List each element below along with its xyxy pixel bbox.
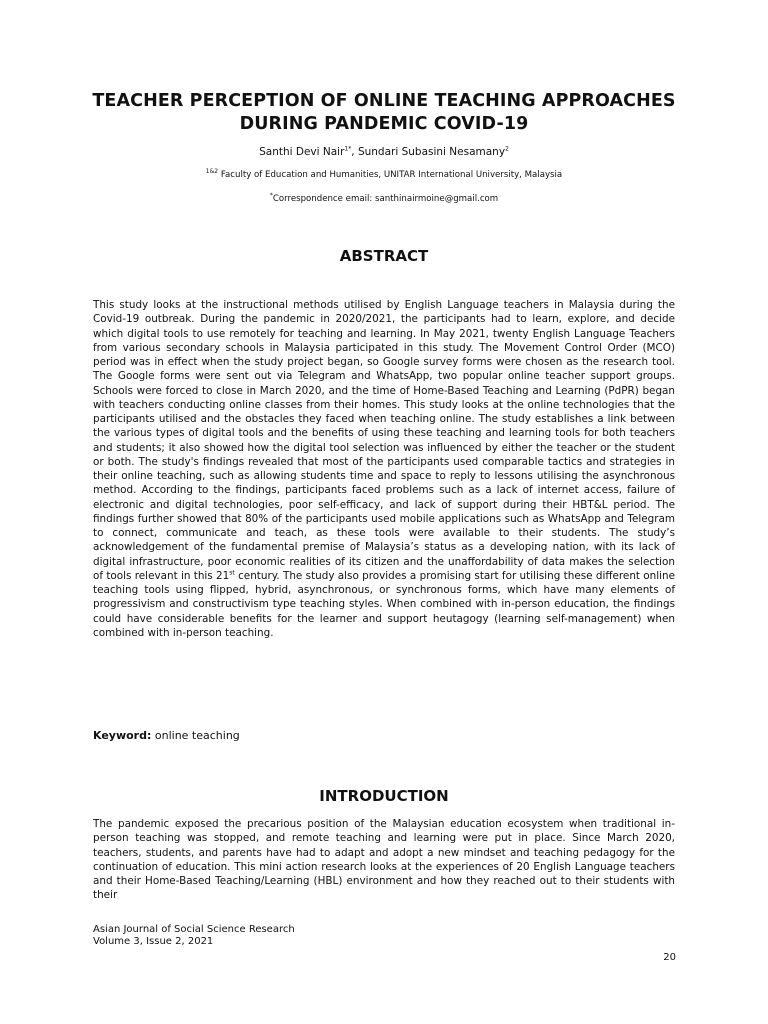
author-separator: , <box>351 146 358 158</box>
affiliation-text: Faculty of Education and Humanities, UNITAR International University, Malaysia <box>218 170 563 180</box>
page-number: 20 <box>663 952 676 963</box>
correspondence-text: Correspondence email: santhinairmoine@gmail.com <box>272 194 499 204</box>
author-name: Santhi Devi Nair <box>259 146 345 158</box>
affiliation-line <box>60 170 708 180</box>
author-superscript: 2 <box>505 145 509 153</box>
paper-title: TEACHER PERCEPTION OF ONLINE TEACHING APPROACHES DURING PANDEMIC COVID-19 <box>92 91 676 134</box>
footer-volume-issue: Volume 3, Issue 2, 2021 <box>93 936 214 947</box>
introduction-heading: INTRODUCTION <box>319 787 449 805</box>
abstract-text-part1: This study looks at the instructional methods utilised by English Language teachers in Malaysia during the Covid-19 outbreak. During the pandemic in 2020/2021, the participants had to learn, explore, and decide which digital tools to use remotely for teaching and learning. In May 2021, twenty English Language Teachers from various secondary schools in Malaysia participated in this study. The Movement Control Order (MCO) period was in effect when the study project began, so Google survey forms were chosen as the research tool. The Google forms were sent out via Telegram and WhatsApp, two popular online teacher support groups. Schools were forced to close in March 2020, and the time of Home-Based Teaching and Learning (PdPR) began with teachers conducting online classes from their homes. This study looks at the online technologies that the participants utilised and the obstacles they faced when teaching online. The study establishes a link between the various types of digital tools and the benefits of using these teaching and learning tools for both teachers and students; it also showed how the digital tool selection was influenced by either the teacher or the student or both. The study's findings revealed that most of the participants used comparable tactics and strategies in their online teaching, such as allowing students time and space to reply to lessons utilising the asynchronous method. According to the findings, participants faced problems such as a lack of internet access, failure of electronic and digital technologies, poor self-efficacy, and lack of support during their HBT&L period. The findings further showed that 80% of the participants used mobile applications such as WhatsApp and Telegram to connect, communicate and teach, as these tools were available to their students. The study’s acknowledgement of the fundamental premise of Malaysia’s status as a developing nation, with its lack of digital infrastructure, poor economic realities of its citizen and the unaffordability of data makes the selection of tools relevant in this 21 <box>93 299 675 582</box>
keyword-label: Keyword: <box>93 729 152 742</box>
footer-journal-name: Asian Journal of Social Science Research <box>93 924 295 935</box>
abstract-text-part2: century. The study also provides a promising start for utilising these different online teaching tools using flipped, hybrid, asynchronous, or synchronous forms, which have many elements of progressivism and constructivism type teaching styles. When combined with in-person education, the findings could have considerable benefits for the learner and support heutagogy (learning self-management) when combined with in-person teaching. <box>93 569 675 639</box>
author-name: Sundari Subasini Nesamany <box>357 146 506 158</box>
correspondence-line <box>60 194 708 204</box>
introduction-body: The pandemic exposed the precarious position of the Malaysian education ecosystem when traditional in-person teaching was stopped, and remote teaching and learning were put in place. Since March 2020, teachers, students, and parents have had to adapt and adopt a new mindset and teaching pedagogy for the continuation of education. This mini action research looks at the experiences of 20 English Language teachers and their Home-Based Teaching/Learning (HBL) environment and how they reached out to their students with their <box>93 818 675 902</box>
abstract-body <box>93 298 675 640</box>
keyword-value: online teaching <box>151 729 240 742</box>
abstract-heading: ABSTRACT <box>339 247 429 265</box>
author-line <box>60 146 708 158</box>
abstract-ordinal-superscript: st <box>229 569 235 577</box>
affiliation-superscript: 1&2 <box>205 168 219 176</box>
correspondence-superscript: * <box>269 192 273 200</box>
author-superscript: 1* <box>344 145 352 153</box>
keyword-line <box>93 729 240 742</box>
